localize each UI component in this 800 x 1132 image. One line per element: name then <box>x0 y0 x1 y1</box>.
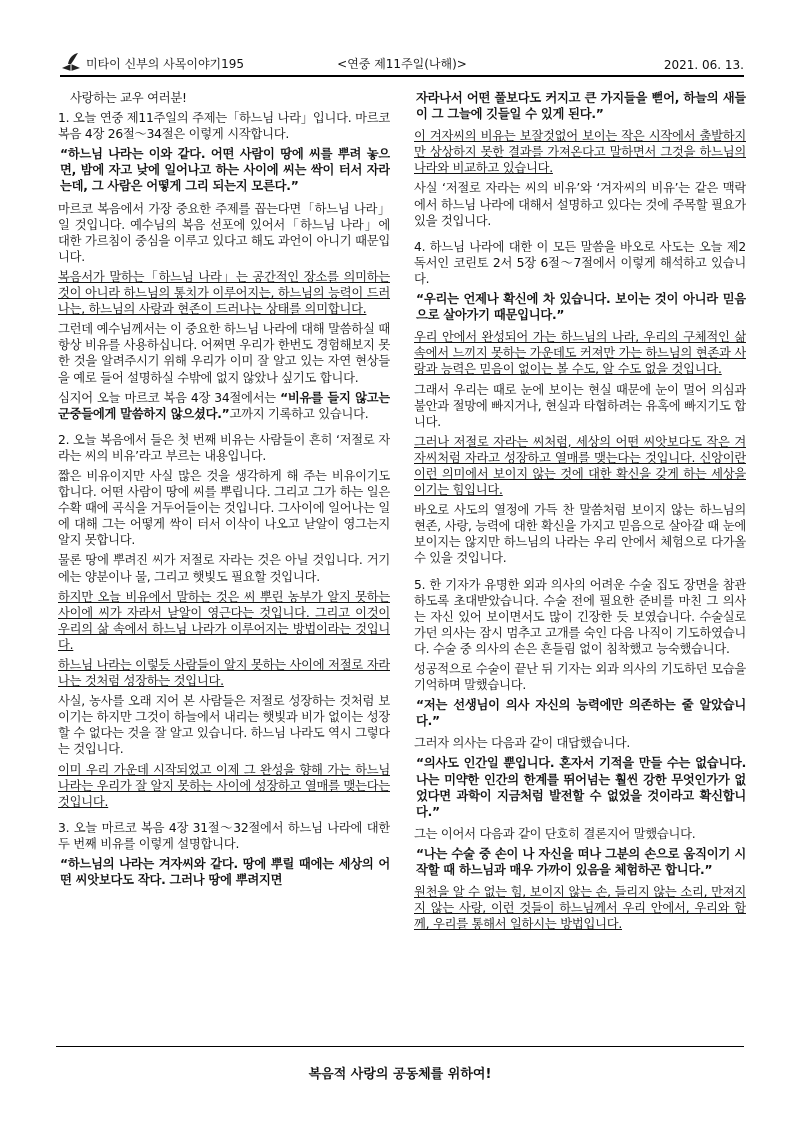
page-header <box>60 48 744 77</box>
paragraph: 사실, 농사를 오래 지어 본 사람들은 저절로 성장하는 것처럼 보이기는 하지만 그것이 하늘에서 내리는 햇빛과 비가 없이는 성장할 수 없다는 것을 잘 알고 있습니다. 하느님 나라도 역시 그렇다는 것입니다. <box>58 694 390 757</box>
header-left <box>60 52 244 72</box>
paragraph: 그래서 우리는 때로 눈에 보이는 현실 때문에 눈이 멀어 의심과 불안과 절망에 빠지거나, 현실과 타협하려는 유혹에 빠지기도 합니다. <box>414 382 746 429</box>
paragraph: 바오로 사도의 열정에 가득 찬 말씀처럼 보이지 않는 하느님의 현존, 사랑, 능력에 대한 확신을 가지고 믿음으로 살아갈 때 눈에 보이지는 않지만 하느님의 나라는 우리 안에서 체험으로 다가올 수 있을 것입니다. <box>414 503 746 566</box>
section-2: 2. 오늘 복음에서 들은 첫 번째 비유는 사람들이 흔히 ‘저절로 자라는 씨의 비유’라고 부르는 내용입니다. <box>58 432 390 463</box>
section-3: 3. 오늘 마르코 복음 4장 31절～32절에서 하느님 나라에 대한 두 번째 비유를 이렇게 설명합니다. <box>58 820 390 851</box>
paragraph <box>58 390 390 422</box>
reporter-quote: “저는 선생님이 의사 자신의 능력에만 의존하는 줄 알았습니다.” <box>416 698 746 729</box>
liturgical-title: <연중 제11주일(나해)> <box>337 57 467 71</box>
section-5: 5. 한 기자가 유명한 외과 의사의 어려운 수술 집도 장면을 참관하도록 초대받았습니다. 수술 전에 필요한 준비를 마친 그 의사는 자신 있어 보이면서도 많이 긴장한 듯 보였습니다. 수술실로 가던 의사는 잠시 멈추고 고개를 숙인 다음 나직이 기도하였습니다. 수술 중 의사의 손은 흔들림 없이 침착했고 능숙했습니다. <box>414 577 746 656</box>
greeting: 사랑하는 교우 여러분! <box>70 91 187 105</box>
paragraph: 그는 이어서 다음과 같이 단호히 결론지어 말했습니다. <box>414 826 696 841</box>
underlined-paragraph: 하느님 나라는 이렇듯 사람들이 알지 못하는 사이에 저절로 자라나는 것처럼 성장하는 것입니다. <box>58 658 390 689</box>
paragraph-text: 심지어 오늘 마르코 복음 4장 34절에서는 <box>58 390 281 405</box>
footer-divider <box>56 1046 744 1047</box>
scripture-quote: “우리는 언제나 확신에 차 있습니다. 보이는 것이 아니라 믿음으로 살아가기 때문입니다.” <box>416 292 746 323</box>
underlined-paragraph: 복음서가 말하는「하느님 나라」는 공간적인 장소를 의미하는 것이 아니라 하느님의 통치가 이루어지는, 하느님의 능력이 드러나는, 하느님의 사랑과 현존이 드러나는 상태를 의미합니다. <box>58 269 390 317</box>
footer-motto: 복음적 사랑의 공동체를 위하여! <box>308 1067 492 1082</box>
section-4: 4. 하느님 나라에 대한 이 모든 말씀을 바오로 사도는 오늘 제2독서인 코린토 2서 5장 6절～7절에서 이렇게 해석하고 있습니다. <box>414 239 746 286</box>
book-quill-icon <box>60 52 82 72</box>
right-column <box>414 90 746 1040</box>
scripture-quote: “하느님 나라는 이와 같다. 어떤 사람이 땅에 씨를 뿌려 놓으면, 밤에 자고 낮에 일어나고 하는 사이에 씨는 싹이 터서 자라는데, 그 사람은 어떻게 그리 되는지 모른다.” <box>60 147 390 194</box>
underlined-paragraph: 원천을 알 수 없는 힘, 보이지 않는 손, 들리지 않는 소리, 만져지지 않는 사랑, 이런 것들이 하느님께서 우리 안에서, 우리와 함께, 우리를 통해서 일하시는 방법입니다. <box>414 885 746 932</box>
article-body <box>58 90 746 1040</box>
doctor-quote: “나는 수술 중 손이 나 자신을 떠나 그분의 손으로 움직이기 시작할 때 하느님과 매우 가까이 있음을 체험하곤 합니다.” <box>416 846 746 878</box>
paragraph: 짧은 비유이지만 사실 많은 것을 생각하게 해 주는 비유이기도 합니다. 어떤 사람이 땅에 씨를 뿌립니다. 그리고 그가 하는 일은 수확 때에 곡식을 거두어들이는 것입니다. 그사이에 일어나는 일에 대해 그는 어떻게 싹이 터서 이삭이 나오고 낟알이 영그는지 알지 못합니다. <box>58 468 390 548</box>
paragraph-text: 고까지 기록하고 있습니다. <box>229 406 369 421</box>
doctor-quote: “의사도 인간일 뿐입니다. 혼자서 기적을 만들 수는 없습니다. 나는 미약한 인간의 한계를 뛰어넘는 훨씬 강한 무엇인가가 없었다면 과학이 지금처럼 발전할 수 없었을 것이라고 확신합니다.” <box>416 756 746 819</box>
series-title: 미타이 신부의 사목이야기195 <box>86 57 245 71</box>
underlined-paragraph: 이미 우리 가운데 시작되었고 이제 그 완성을 향해 가는 하느님 나라는 우리가 잘 알지 못하는 사이에 성장하고 열매를 맺는다는 것입니다. <box>58 762 390 809</box>
paragraph: 1. 오늘 연중 제11주일의 주제는「하느님 나라」입니다. 마르코 복음 4장 26절～34절은 이렇게 시작합니다. <box>58 111 390 142</box>
paragraph: 마르코 복음에서 가장 중요한 주제를 꼽는다면「하느님 나라」일 것입니다. 예수님의 복음 선포에 있어서「하느님 나라」에 대한 가르침이 중심을 이루고 있다고 해도 과언이 아니기 때문입니다. <box>58 201 390 264</box>
paragraph: 그런데 예수님께서는 이 중요한 하느님 나라에 대해 말씀하실 때 항상 비유를 사용하십니다. 어쩌면 우리가 한번도 경험해보지 못한 것을 알려주시기 위해 우리가 이미 잘 알고 있는 자연 현상들을 예로 들어 설명하실 수밖에 없지 않았나 싶기도 합니다. <box>58 322 390 385</box>
paragraph: 물론 땅에 뿌려진 씨가 저절로 자라는 것은 아닐 것입니다. 거기에는 양분이나 물, 그리고 햇빛도 필요할 것입니다. <box>58 553 390 584</box>
paragraph: 사실 ‘저절로 자라는 씨의 비유’와 ‘겨자씨의 비유’는 같은 맥락에서 하느님 나라에 대해서 설명하고 있다는 것에 주목할 필요가 있을 것입니다. <box>414 181 746 228</box>
scripture-quote-continued: 자라나서 어떤 풀보다도 커지고 큰 가지들을 뻗어, 하늘의 새들이 그 그늘에 깃들일 수 있게 된다.” <box>416 91 746 122</box>
paragraph: 성공적으로 수술이 끝난 뒤 기자는 외과 의사의 기도하던 모습을 기억하며 말했습니다. <box>414 662 746 693</box>
underlined-paragraph: 하지만 오늘 비유에서 말하는 것은 씨 뿌린 농부가 알지 못하는 사이에 씨가 자라서 낟알이 영근다는 것입니다. 그리고 이것이 우리의 삶 속에서 하느님 나라가 이루어지는 방법이라는 것입니다. <box>58 589 390 652</box>
issue-date: 2021. 06. 13. <box>663 58 744 72</box>
scripture-quote: “하느님의 나라는 겨자씨와 같다. 땅에 뿌릴 때에는 세상의 어떤 씨앗보다도 작다. 그러나 땅에 뿌려지면 <box>60 857 390 888</box>
inline-quote: “비유를 들지 않고는 군중들에게 말씀하지 않으셨다.” <box>58 390 390 421</box>
left-column <box>58 90 390 1040</box>
underlined-paragraph: 우리 안에서 완성되어 가는 하느님의 나라, 우리의 구체적인 삶 속에서 느끼지 못하는 가운데도 커져만 가는 하느님의 현존과 사랑과 능력은 믿음이 없이는 볼 수도, 알 수도 없을 것입니다. <box>414 330 746 377</box>
underlined-paragraph: 그러나 저절로 자라는 씨처럼, 세상의 어떤 씨앗보다도 작은 겨자씨처럼 자라고 성장하고 열매를 맺는다는 것입니다. 신앙이란 이런 의미에서 보이지 않는 것에 대한 확신을 갖게 하는 세상을 이기는 힘입니다. <box>414 434 746 498</box>
underlined-paragraph: 이 겨자씨의 비유는 보잘것없어 보이는 작은 시작에서 출발하지만 상상하지 못한 결과를 가져온다고 말하면서 그것을 하느님의 나라와 비교하고 있습니다. <box>414 129 746 176</box>
paragraph: 그러자 의사는 다음과 같이 대답했습니다. <box>414 736 630 751</box>
